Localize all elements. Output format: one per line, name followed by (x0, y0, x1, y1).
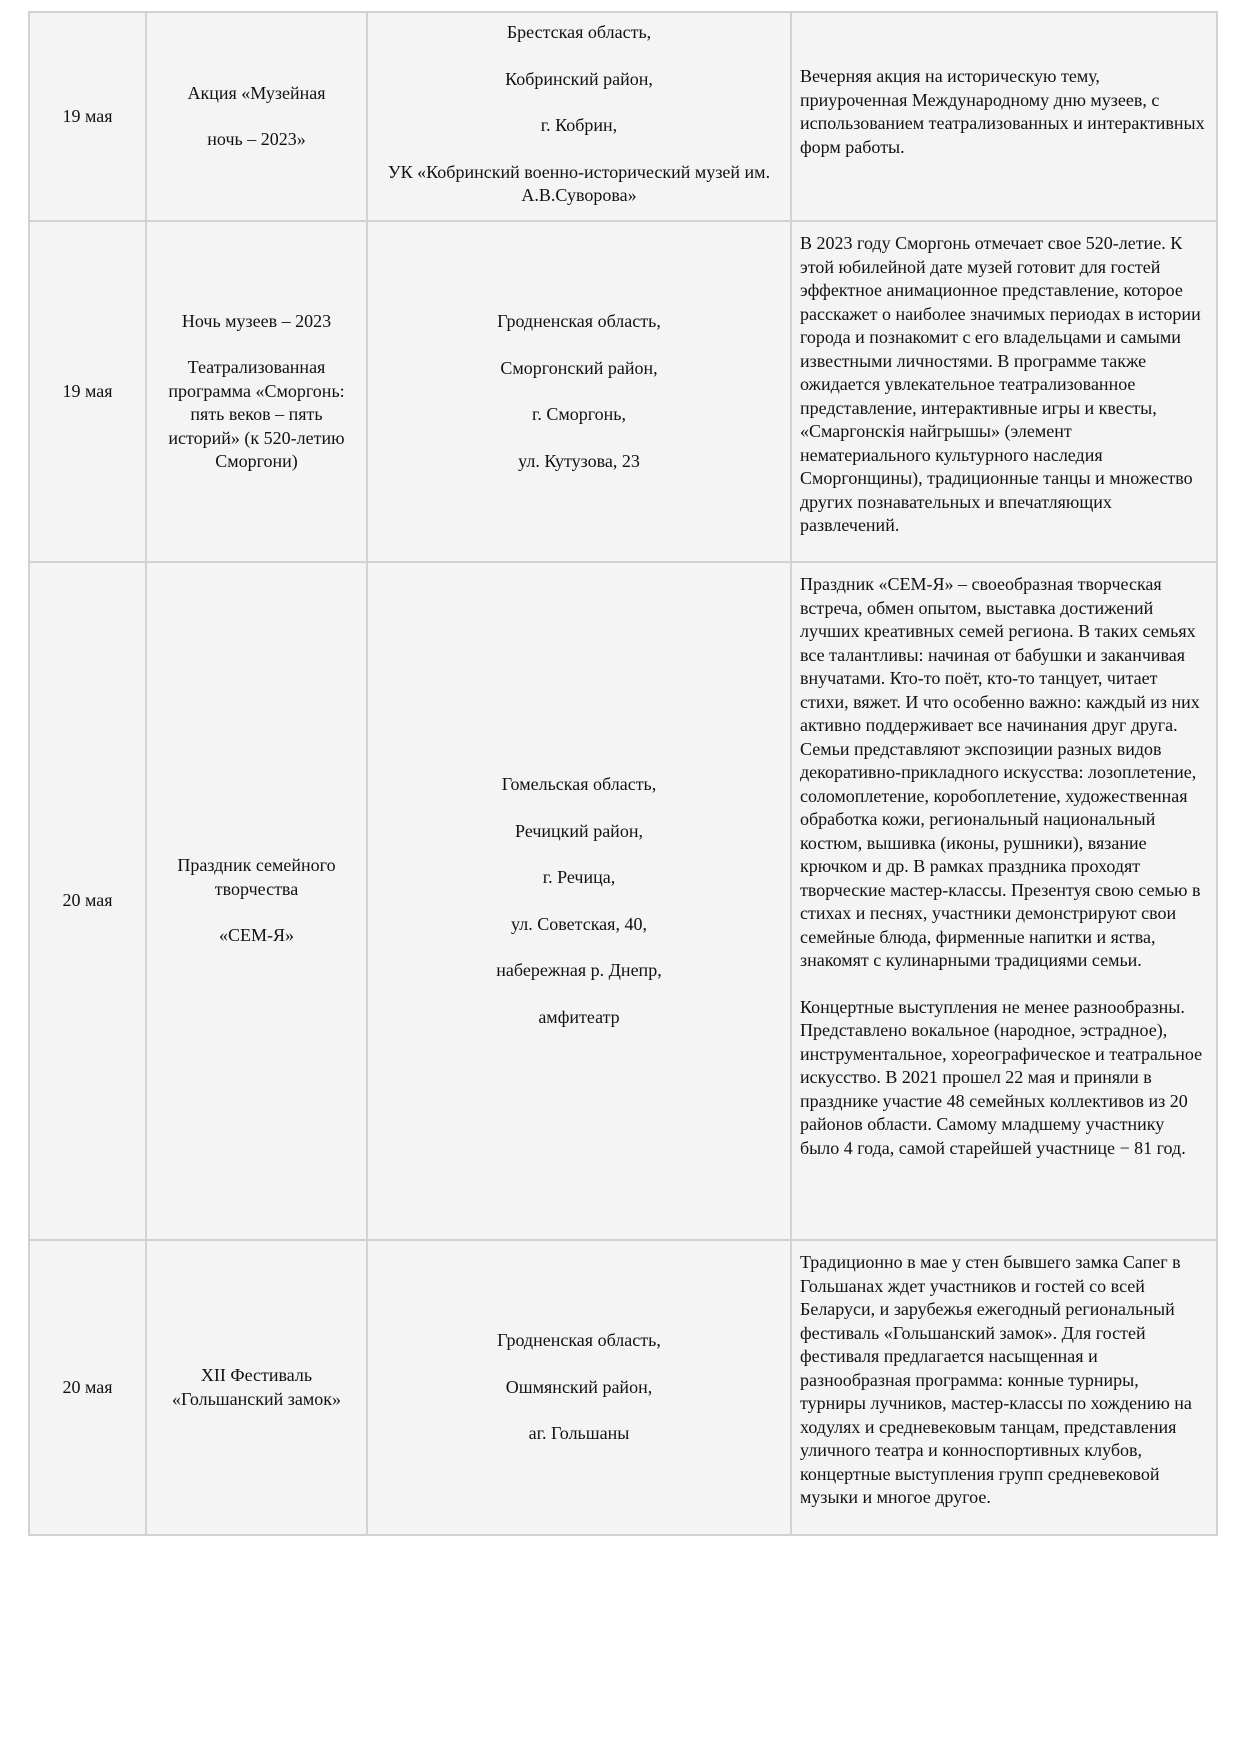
date-cell: 20 мая (29, 1240, 146, 1535)
address-cell (367, 221, 791, 562)
event-line: Ночь музеев – 2023 (181, 310, 332, 331)
date-cell: 19 мая (29, 12, 146, 221)
address-cell (367, 1240, 791, 1535)
description-paragraph: В 2023 году Сморгонь отмечает свое 520-летие. К этой юбилейной дате музей готовит для гостей эффектное анимационное представление, которое расскажет о наиболее значимых периодах в истории города и познакомит с его владельцами и самыми известными личностями. В программе также ожидается увлекательное театрализованное представление, интерактивные игры и квесты, «Смаргонскія найгрышы» (элемент нематериального культурного наследия Сморгонщины), традиционные танцы и множество других познавательных и впечатляющих развлечений. (800, 233, 1201, 535)
event-line: «СЕМ-Я» (218, 925, 294, 946)
address-line: г. Речица, (542, 867, 616, 887)
address-line: Сморгонский район, (500, 357, 658, 378)
table-row (29, 1240, 1217, 1535)
date-cell: 19 мая (29, 221, 146, 562)
description-cell (791, 12, 1217, 221)
event-cell (146, 562, 367, 1240)
address-line: г. Сморгонь, (531, 404, 627, 424)
address-cell (367, 12, 791, 221)
table-row (29, 12, 1217, 221)
description-cell (791, 562, 1217, 1240)
table-row (29, 562, 1217, 1240)
address-line: аг. Гольшаны (528, 1423, 630, 1444)
address-line: ул. Кутузова, 23 (518, 450, 640, 471)
event-line: XII Фестиваль «Гольшанский замок» (172, 1365, 341, 1409)
address-line: ул. Советская, 40, (511, 913, 647, 934)
address-line: Гомельская область, (501, 774, 657, 794)
address-line: Брестская область, (506, 22, 652, 42)
description-paragraph: Вечерняя акция на историческую тему, приуроченная Международному дню музеев, с использованием театрализованных и интерактивных форм работы. (800, 66, 1205, 157)
description-paragraph: Концертные выступления не менее разнообразны. Представлено вокальное (народное, эстрадное), инструментальное, хореографическое и театральное искусство. В 2021 прошел 22 мая и приняли в празднике участие 48 семейных коллективов из 20 районов области. Самому младшему участнику было 4 года, самой старейшей участнице − 81 год. (800, 996, 1203, 1158)
table-row (29, 221, 1217, 562)
address-line: Кобринский район, (505, 68, 653, 89)
event-cell (146, 1240, 367, 1535)
description-paragraph: Традиционно в мае у стен бывшего замка Сапег в Гольшанах ждет участников и гостей со всей Беларуси, и зарубежья ежегодный региональный фестиваль «Гольшанский замок». Для гостей фестиваля предлагается насыщенная и разнообразная программа: конные турниры, турниры лучников, мастер-классы по хождению на ходулях и средневековым танцам, представления уличного театра и конноспортивных клубов, концертные выступления групп средневековой музыки и многое другое. (800, 1252, 1192, 1507)
event-cell (146, 221, 367, 562)
address-line: УК «Кобринский военно-исторический музей им. А.В.Суворова» (387, 161, 771, 205)
event-line: ночь – 2023» (207, 129, 306, 149)
address-line: набережная р. Днепр, (496, 960, 662, 980)
event-line: Праздник семейного творчества (177, 855, 336, 899)
description-cell (791, 221, 1217, 562)
description-cell (791, 1240, 1217, 1535)
event-cell (146, 12, 367, 221)
address-line: г. Кобрин, (540, 115, 618, 135)
address-line: Ошмянский район, (505, 1376, 653, 1397)
address-line: Гродненская область, (497, 311, 661, 331)
description-paragraph: Праздник «СЕМ-Я» – своеобразная творческая встреча, обмен опытом, выставка достижений лучших креативных семей региона. В таких семьях все талантливы: начиная от бабушки и заканчивая внучатами. Кто-то поёт, кто-то танцует, читает стихи, вяжет. И что особенно важно: каждый из них активно поддерживает все начинания друг друга. Семьи представляют экспозиции разных видов декоративно-прикладного искусства: лозоплетение, соломоплетение, коробоплетение, художественная обработка кожи, региональный национальный костюм, вышивка (иконы, рушники), вязание крючком и др. В рамках праздника проходят творческие мастер-классы. Презентуя свою семью в стихах и песнях, участники демонстрируют свои семейные блюда, фирменные напитки и яства, знакомят с кулинарными традициями семьи. (800, 574, 1201, 970)
address-cell (367, 562, 791, 1240)
address-line: Речицкий район, (515, 820, 643, 841)
address-line: амфитеатр (538, 1006, 620, 1027)
events-table (28, 11, 1218, 1536)
address-line: Гродненская область, (497, 1330, 661, 1351)
date-cell: 20 мая (29, 562, 146, 1240)
event-line: Театрализованная программа «Сморгонь: пять веков – пять историй» (к 520-летию Сморгони) (168, 357, 345, 471)
event-line: Акция «Музейная (187, 82, 326, 103)
